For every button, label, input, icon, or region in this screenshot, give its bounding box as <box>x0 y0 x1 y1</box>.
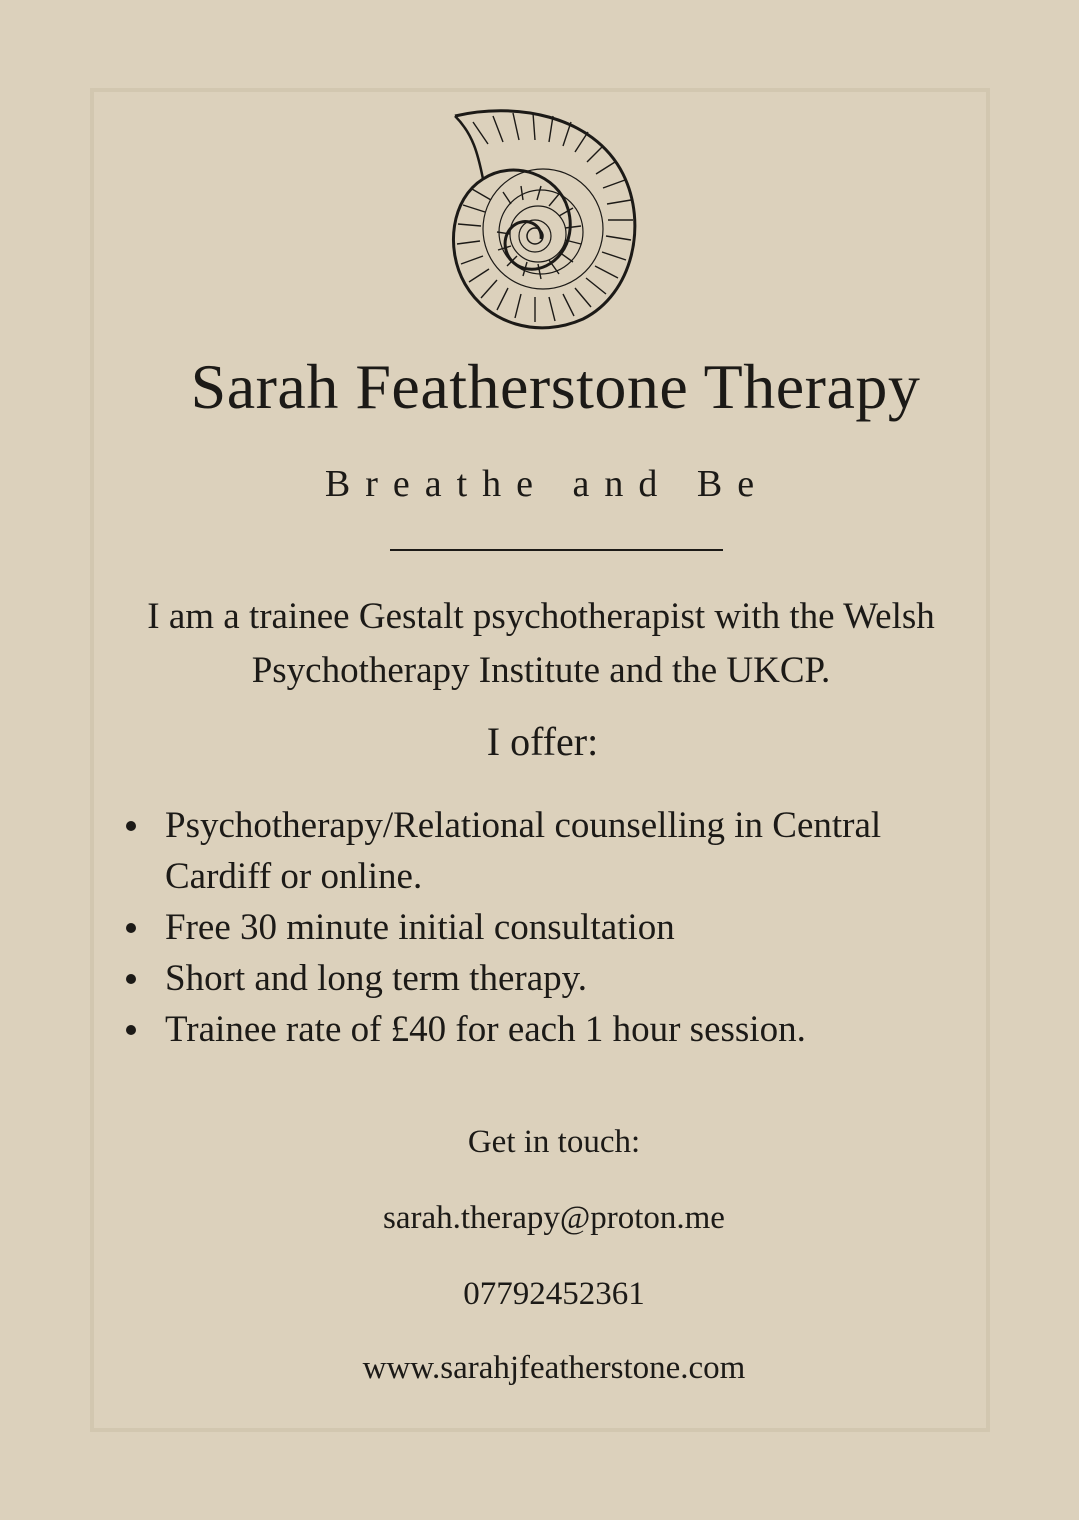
bullet-icon <box>126 923 136 933</box>
offer-list <box>126 800 926 1055</box>
contact-website[interactable]: www.sarahjfeatherstone.com <box>362 1350 746 1386</box>
divider-line <box>390 549 723 551</box>
page-title: Sarah Featherstone Therapy <box>190 351 921 422</box>
tagline: Breathe and Be <box>324 463 770 505</box>
contact-phone[interactable]: 07792452361 <box>463 1276 645 1312</box>
bullet-icon <box>126 974 136 984</box>
contact-heading: Get in touch: <box>467 1124 641 1160</box>
offer-heading: I offer: <box>486 719 599 764</box>
list-item <box>126 1004 926 1055</box>
contact-email[interactable]: sarah.therapy@proton.me <box>383 1200 725 1236</box>
list-item-text: Psychotherapy/Relational counselling in Central Cardiff or online. <box>165 805 882 897</box>
bullet-icon <box>126 821 136 831</box>
intro-paragraph: I am a trainee Gestalt psychotherapist with the Welsh Psychotherapy Institute and the UKCP. <box>147 596 935 691</box>
ammonite-shell-icon <box>443 104 643 334</box>
bullet-icon <box>126 1025 136 1035</box>
list-item <box>126 902 926 953</box>
list-item <box>126 800 926 902</box>
list-item <box>126 953 926 1004</box>
list-item-text: Short and long term therapy. <box>165 958 587 999</box>
list-item-text: Trainee rate of £40 for each 1 hour session. <box>165 1009 806 1050</box>
list-item-text: Free 30 minute initial consultation <box>165 907 675 948</box>
